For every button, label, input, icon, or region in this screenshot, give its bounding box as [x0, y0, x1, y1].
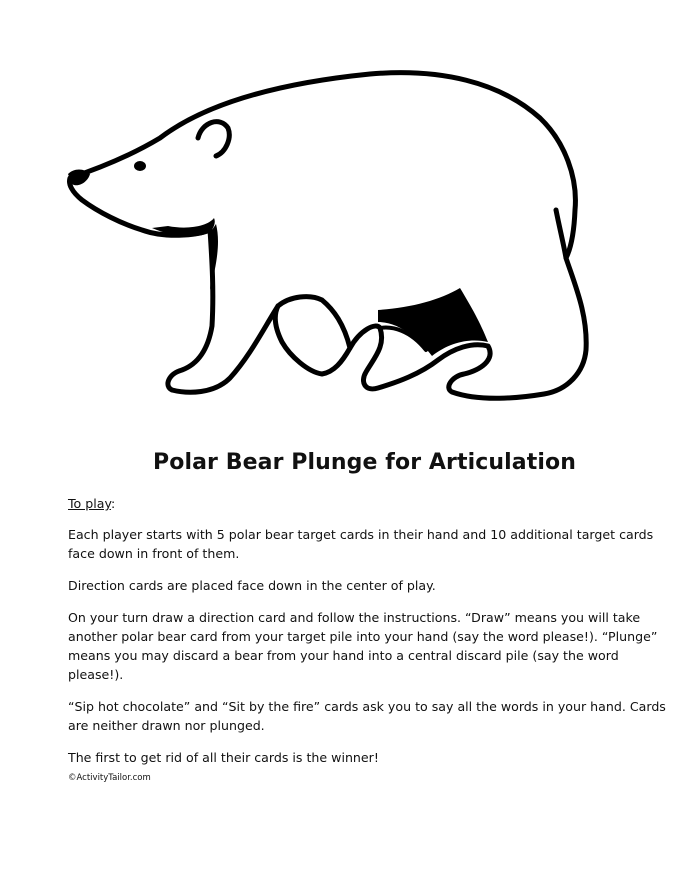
section-heading-text: To play — [68, 496, 112, 511]
section-heading-colon: : — [111, 496, 116, 511]
bear-body-outline — [70, 73, 587, 399]
instruction-paragraph: “Sip hot chocolate” and “Sit by the fire” cards ask you to say all the words in your hand. Cards are neither drawn nor plunged. — [68, 699, 666, 733]
instruction-paragraph: Each player starts with 5 polar bear target cards in their hand and 10 additional target cards face down in front of them. — [68, 527, 654, 561]
copyright-footer: ©ActivityTailor.com — [68, 773, 151, 783]
page-title: Polar Bear Plunge for Articulation — [153, 450, 576, 475]
instruction-paragraph: On your turn draw a direction card and follow the instructions. “Draw” means you will take another polar bear card from your target pile into your hand (say the word please!). “Plunge” means you may discard a bear from your hand into a central discard pile (say the word please!). — [68, 610, 658, 682]
section-heading — [68, 494, 668, 513]
polar-bear-illustration — [60, 60, 600, 420]
bear-eye — [134, 161, 146, 171]
instruction-paragraph: The first to get rid of all their cards is the winner! — [68, 750, 379, 765]
instructions — [68, 494, 668, 780]
polar-bear-icon — [60, 60, 600, 420]
instruction-paragraph: Direction cards are placed face down in the center of play. — [68, 578, 436, 593]
